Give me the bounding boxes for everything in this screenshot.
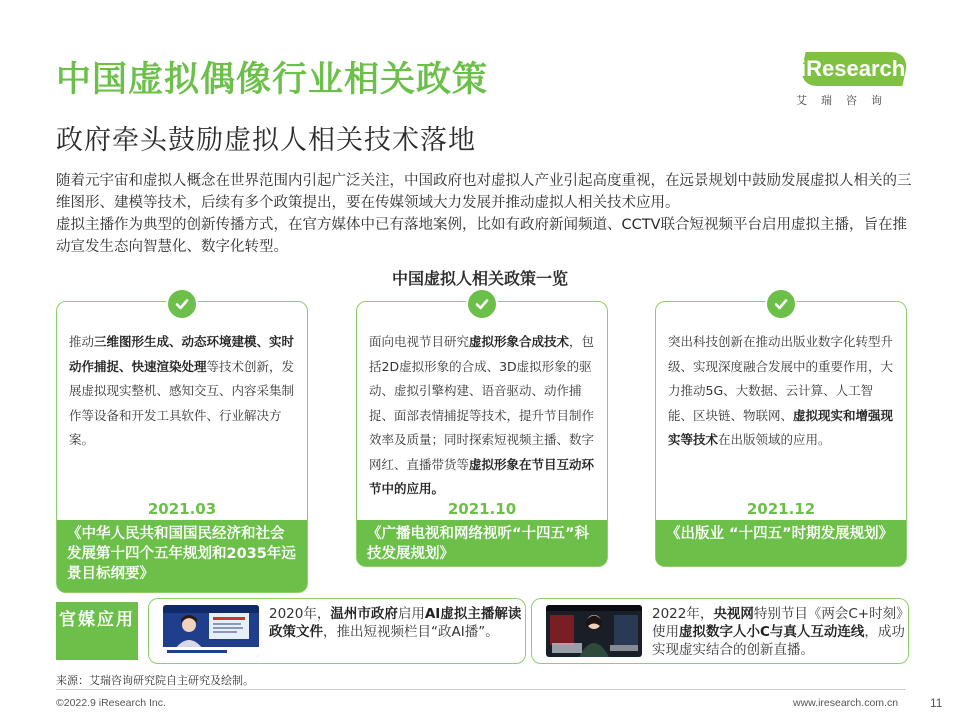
body-text: 2020年， (269, 606, 331, 622)
source-note: 来源：艾瑞咨询研究院自主研究及绘制。 (56, 674, 254, 687)
policy-document: 《广播电视和网络视听“十四五”科技发展规划》 (357, 520, 607, 566)
policy-date: 2021.03 (147, 500, 217, 518)
overview-title: 中国虚拟人相关政策一览 (391, 269, 568, 288)
highlight-text: 虚拟形象合成技术 (469, 334, 570, 349)
body-text: ，成功实现虚实结合的创新直播。 (652, 624, 905, 658)
page-number: 11 (930, 696, 943, 710)
highlight-text: 虚拟形象在节目互动环节中的应用。 (369, 456, 595, 496)
news-anchor-thumbnail (163, 605, 259, 657)
body-text: ，包括2D虚拟形象的合成、3D虚拟形象的驱动、虚拟引擎构建、语音驱动、动作捕捉、面部表情捕捉等技术，提升节目制作效率及质量；同时探索短视频主播、数字网红、直播带货等 (369, 334, 595, 472)
policy-description (69, 330, 299, 453)
policy-date: 2021.10 (447, 500, 517, 518)
policy-card (56, 301, 308, 593)
policy-description (369, 330, 599, 502)
body-text: ，推出短视频栏目“政AI播”。 (323, 624, 499, 640)
copyright: ©2022.9 iResearch Inc. (56, 697, 166, 709)
media-case-text (652, 605, 908, 659)
highlight-text: 央视网 (713, 606, 754, 622)
body-text: 特别节目《两会C+时刻》使用 (652, 606, 903, 640)
policy-card (356, 301, 608, 567)
media-case (148, 598, 526, 664)
highlight-text: AI虚拟主播解读政策文件 (269, 606, 522, 640)
body-text: 2022年， (652, 606, 714, 622)
website: www.iresearch.com.cn (793, 697, 899, 709)
body-text: 等技术创新，发展虚拟现实整机、感知交互、内容采集制作等设备和开发工具软件、行业解决方案。 (69, 358, 295, 447)
policy-description (668, 330, 898, 453)
intro-paragraph-1: 随着元宇宙和虚拟人概念在世界范围内引起广泛关注，中国政府也对虚拟人产业引起高度重视，在远景规划中鼓励发展虚拟人相关的三维图形、建模等技术，后续有多个政策提出，要在传媒领域大力发展并推动虚拟人相关技术应用。 (56, 173, 912, 211)
footer-divider (56, 689, 906, 690)
policy-document: 《中华人民共和国国民经济和社会发展第十四个五年规划和2035年远景目标纲要》 (57, 520, 307, 592)
check-icon (765, 288, 797, 320)
body-text: 突出科技创新在推动出版业数字化转型升级、实现深度融合发展中的重要作用，大力推动5G、大数据、云计算、人工智能、区块链、物联网、 (668, 334, 894, 423)
body-text: 面向电视节目研究 (369, 334, 470, 349)
body-text: 启用 (397, 606, 425, 622)
highlight-text: 虚拟现实和增强现实等技术 (668, 407, 894, 447)
check-icon (466, 288, 498, 320)
policy-card (655, 301, 907, 567)
highlight-text: 虚拟数字人小C与真人互动连线 (679, 624, 865, 640)
iresearch-logo (790, 50, 920, 110)
page-title: 中国虚拟偶像行业相关政策 (56, 60, 489, 100)
studio-anchor-thumbnail (546, 605, 642, 657)
page-subtitle: 政府牵头鼓励虚拟人相关技术落地 (56, 125, 476, 156)
body-text: 在出版领域的应用。 (718, 432, 831, 447)
body-text: 推动 (69, 334, 95, 349)
intro-text (56, 170, 916, 258)
media-tag: 官媒应用 (56, 602, 138, 660)
media-case (531, 598, 909, 664)
check-icon (166, 288, 198, 320)
highlight-text: 温州市政府 (330, 606, 398, 622)
logo-subtitle: 艾瑞咨询 (796, 94, 896, 107)
intro-paragraph-2: 虚拟主播作为典型的创新传播方式，在官方媒体中已有落地案例，比如有政府新闻频道、CCTV联合短视频平台启用虚拟主播，旨在推动宣发生态向智慧化、数字化转型。 (56, 217, 908, 255)
highlight-text: 三维图形生成、动态环境建模、实时动作捕捉、快速渲染处理 (69, 334, 295, 374)
policy-date: 2021.12 (746, 500, 816, 518)
logo-name: iResearch (800, 56, 906, 81)
media-case-text (269, 605, 525, 641)
policy-document: 《出版业 “十四五”时期发展规划》 (656, 520, 906, 566)
